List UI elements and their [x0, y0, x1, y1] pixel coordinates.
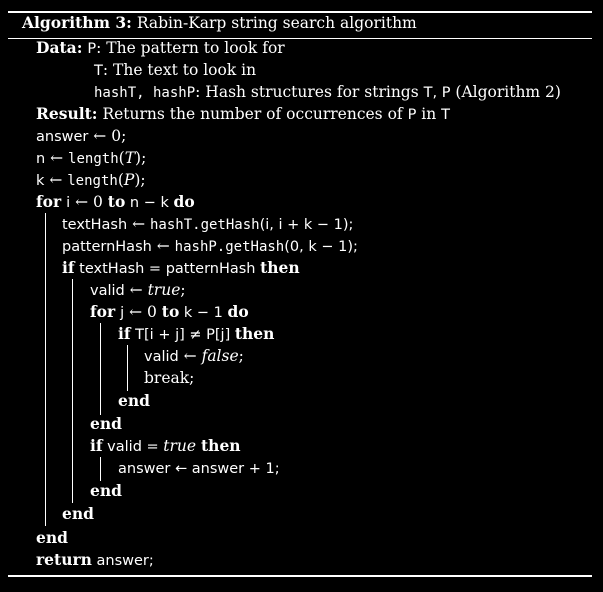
result-in: in [421, 105, 437, 123]
line-k-assign: k ← length(P); [36, 171, 146, 189]
bottom-rule [8, 575, 592, 577]
line-for-i [36, 192, 195, 212]
line-end-if-hash [62, 504, 94, 524]
block-bar-for-i [45, 213, 46, 526]
kw-return: return [36, 550, 92, 569]
line-return [36, 550, 154, 570]
hash-desc-vars: T, P [423, 85, 451, 101]
kw-to: to [161, 302, 180, 321]
line-break [144, 368, 194, 388]
line-answer-init [36, 126, 126, 146]
line-for-j [90, 302, 249, 322]
pattern-desc: : The pattern to look for [96, 39, 285, 57]
block-bar-if-mismatch [127, 345, 128, 391]
data-line-text [94, 60, 256, 80]
kw-end: end [90, 414, 122, 433]
args: (i, i + k − 1); [259, 217, 354, 233]
kw-if: if [62, 258, 75, 277]
line-patternhash [62, 236, 358, 256]
algorithm-block [8, 0, 592, 592]
result-line [36, 104, 450, 124]
caption-label: Algorithm 3: [22, 13, 132, 32]
op: ← 0 [124, 303, 162, 321]
data-keyword: Data: [36, 38, 83, 57]
range: n − k [125, 195, 174, 211]
kw-if: if [90, 436, 103, 455]
op: ← 0 [70, 193, 108, 211]
result-desc: Returns the number of occurrences of [102, 105, 403, 123]
block-bar-if-hash [72, 279, 73, 503]
cond: T[i + j] ≠ P[j] [130, 327, 235, 343]
op: ← 0; [88, 127, 127, 145]
var-answer: answer [118, 461, 171, 477]
op: ← answer + 1; [170, 461, 280, 477]
line-end-if-valid [90, 481, 122, 501]
call-gethash: hashP.getHash [174, 239, 285, 255]
hash-desc-post: (Algorithm 2) [455, 83, 561, 101]
kw-if: if [118, 324, 131, 343]
data-line-pattern [36, 38, 285, 58]
var-texthash: textHash [62, 217, 128, 233]
kw-then: then [260, 258, 300, 277]
pattern-var: P [87, 41, 97, 57]
line-answer-inc [118, 458, 280, 478]
arg: P [123, 171, 135, 189]
var-patternhash: patternHash [62, 239, 152, 255]
val-false: false [201, 347, 239, 365]
call-gethash: hashT.getHash [150, 217, 260, 233]
var-j: j [120, 305, 125, 321]
kw-do: do [227, 302, 249, 321]
cond-val: true [163, 437, 197, 455]
kw-then: then [201, 436, 241, 455]
block-bar-for-j [100, 323, 101, 415]
op: ← [178, 347, 202, 365]
kw-then: then [234, 324, 275, 343]
text-desc: : The text to look in [102, 61, 257, 79]
var-valid: valid [90, 283, 125, 299]
end: ; [141, 149, 147, 167]
var-n: n [36, 151, 46, 167]
result-p: P [407, 107, 417, 123]
kw-end: end [62, 504, 94, 523]
line-end-if-mismatch [118, 391, 150, 411]
end: ; [140, 171, 146, 189]
block-bar-if-valid [100, 457, 101, 481]
cond: textHash = patternHash [74, 261, 261, 277]
kw-end: end [118, 391, 150, 410]
op: ← [124, 281, 148, 299]
op: ← [45, 149, 69, 167]
args: (0, k − 1); [284, 239, 358, 255]
range: k − 1 [179, 305, 228, 321]
op: ← [151, 237, 175, 255]
var-valid: valid [144, 349, 179, 365]
end: ; [238, 347, 244, 365]
line-n-assign: n ← length(T); [36, 149, 147, 167]
line-end-for-i [36, 528, 68, 548]
kw-to: to [107, 192, 126, 211]
data-line-hash [94, 82, 561, 102]
kw-end: end [90, 481, 122, 500]
cond-var: valid = [102, 439, 164, 455]
line-if-mismatch [118, 324, 274, 344]
val-true: true [147, 281, 181, 299]
stmt-break: break; [144, 369, 195, 387]
op: ← [44, 171, 68, 189]
line-texthash [62, 214, 353, 234]
func-length: length [67, 173, 118, 189]
return-val: answer; [91, 553, 154, 569]
hash-desc-pre: : Hash structures for strings [195, 83, 419, 101]
caption-title: Rabin-Karp string search algorithm [136, 14, 417, 32]
kw-for: for [90, 302, 116, 321]
line-end-for-j [90, 414, 122, 434]
end: ; [180, 281, 186, 299]
kw-do: do [173, 192, 195, 211]
var-k: k [36, 173, 45, 189]
result-t: T [441, 107, 451, 123]
arg: T [124, 149, 136, 167]
func-length: length [68, 151, 119, 167]
line-if-hash [62, 258, 300, 278]
line-valid-false [144, 346, 244, 366]
line-valid-true [90, 280, 186, 300]
line-if-valid [90, 436, 241, 456]
kw-end: end [36, 528, 68, 547]
kw-for: for [36, 192, 62, 211]
op: ← [127, 215, 150, 233]
result-keyword: Result: [36, 104, 98, 123]
text-var: T [94, 63, 103, 79]
var-answer: answer [36, 129, 89, 145]
hash-vars: hashT, hashP [94, 85, 196, 101]
algorithm-caption [22, 13, 417, 33]
var-i: i [66, 195, 71, 211]
